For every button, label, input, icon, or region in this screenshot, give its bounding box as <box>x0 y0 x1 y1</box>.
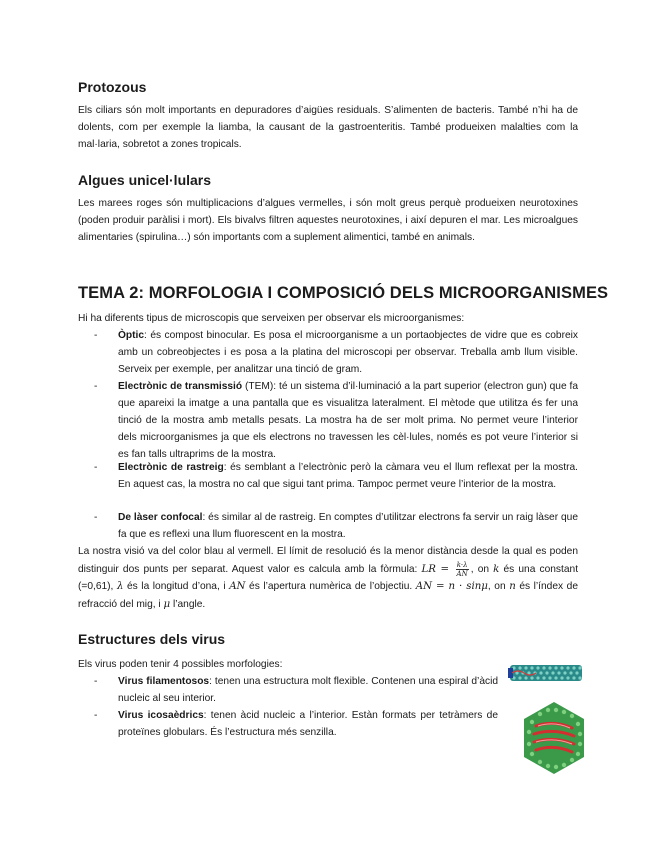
symbol-lambda: λ <box>116 581 124 593</box>
list-bullet: - <box>94 462 98 473</box>
resolution-text-6: , on <box>487 581 510 593</box>
list-item-body <box>118 459 578 493</box>
section-heading-protozous: Protozous <box>78 79 147 95</box>
chapter-heading-tema2: TEMA 2: MORFOLOGIA I COMPOSICIÓ DELS MICROORGANISMES <box>78 284 609 302</box>
filamentous-virus-illustration <box>508 660 584 686</box>
formula-fraction <box>456 561 469 578</box>
list-bullet: - <box>94 710 98 721</box>
term-tem: Electrònic de transmissió <box>118 381 243 392</box>
formula-lr: LR = <box>421 563 454 575</box>
list-bullet: - <box>94 330 98 341</box>
list-item-body <box>118 707 498 741</box>
description-filamentosos: : tenen una estructura molt flexible. Contenen una espiral d’àcid nucleic al seu interior. <box>118 676 499 704</box>
fraction-denominator: AN <box>456 569 468 578</box>
resolution-text-4: és la longitud d’ona, i <box>123 581 230 593</box>
section-heading-virus: Estructures dels virus <box>78 631 226 647</box>
term-optic: Òptic <box>118 330 145 341</box>
paragraph-algues: Les marees roges són multiplicacions d’algues vermelles, i són molt greus perquè produeixen neurotoxines (poden produir paràlisi i mort). Els bivalvs filtren aquestes neurotoxines, i així depuren el mar. Les microalgues alimentaries (spirulina…) són importants com a suplement alimentici, també en animals. <box>78 198 578 243</box>
list-bullet: - <box>94 381 98 392</box>
term-filamentosos: Virus filamentosos <box>118 676 210 687</box>
icosahedral-virus-illustration <box>520 700 588 776</box>
paragraph-protozous: Els ciliars són molt importants en depuradores d’aigües residuals. S’alimenten de bacteris. També n’hi ha de dolents, com per exemple la liamba, la causant de la gastroenteritis. També produeixen malalties com la mal·laria, sobretot a zones tropicals. <box>78 105 578 150</box>
fraction-numerator: k·λ <box>456 560 468 569</box>
resolution-text-7: és l’índex de refracció del mig, i <box>78 581 579 610</box>
paragraph-microscopes-intro: Hi ha diferents tipus de microscopis que serveixen per observar els microorganismes: <box>78 313 465 324</box>
list-item-body <box>118 673 498 707</box>
resolution-text-8: l’angle. <box>170 598 206 610</box>
term-icosaedrics: Virus icosaèdrics <box>118 710 204 721</box>
term-rastreig: Electrònic de rastreig <box>118 462 224 473</box>
list-bullet: - <box>94 676 98 687</box>
description-rastreig: : és semblant a l’electrònic però la càmara veu el llum reflexat per la mostra. En aquest cas, la mostra no cal que sigui tant prima. Tampoc permet veure l’interior de la mostra. <box>118 462 578 490</box>
paragraph-virus-intro: Els virus poden tenir 4 possibles morfologies: <box>78 659 283 670</box>
description-optic: : és compost binocular. Es posa el microorganisme a un portaobjectes de vidre que es cobreix amb un cobreobjectes i es posa a la platina del microscopi per observar. Treballa amb llum visible. Serveix per exemple, per analitzar una tinció de gram. <box>118 330 578 375</box>
resolution-text-2: , on <box>470 563 494 575</box>
symbol-an: AN <box>229 581 246 593</box>
list-bullet: - <box>94 512 98 523</box>
paragraph-resolution-limit <box>78 543 578 613</box>
resolution-text-5: és l’apertura numèrica de l’objectiu. <box>245 581 416 593</box>
list-item-body <box>118 509 578 543</box>
section-heading-algues: Algues unicel·lulars <box>78 172 212 188</box>
description-confocal: : és similar al de rastreig. En comptes d’utilitzar electrons fa servir un raig làser que fa que es reflexi una llum fluorescent en la mostra. <box>118 512 578 540</box>
list-item-body <box>118 378 578 463</box>
symbol-k: k <box>493 563 500 575</box>
description-icosaedrics: : tenen àcid nucleic a l’interior. Estàn formats per tetràmers de proteïnes globulars. És l’estructura més senzilla. <box>118 710 498 738</box>
list-item-body <box>118 327 578 378</box>
description-tem: (TEM): té un sistema d’il·luminació a la part superior (electron gun) que fa que apareixi la imatge a una pantalla que es visualitza lateralment. El mètode que utilitza és fer una tinció de la mostra amb metalls pesats. La mostra ha de ser molt prima. No permet veure l’interior dels microorganismes ja que els electrons no travessen les cèl·lules, només es pot veure l’interior si es fan talls ultraprims de la mostra. <box>118 381 578 460</box>
formula-an: AN = n · sinμ <box>415 581 488 593</box>
symbol-mu: μ <box>163 598 171 610</box>
symbol-n: n <box>509 581 516 593</box>
resolution-text-1: La nostra visió va del color blau al vermell. El límit de resolució és la menor distància desde la qual es poden distinguir dos punts per separat. Aquest valor es calcula amb la fòrmula: <box>78 546 578 575</box>
term-confocal: De làser confocal <box>118 512 203 523</box>
resolution-text-3: és una constant (=0,61), <box>78 563 579 593</box>
